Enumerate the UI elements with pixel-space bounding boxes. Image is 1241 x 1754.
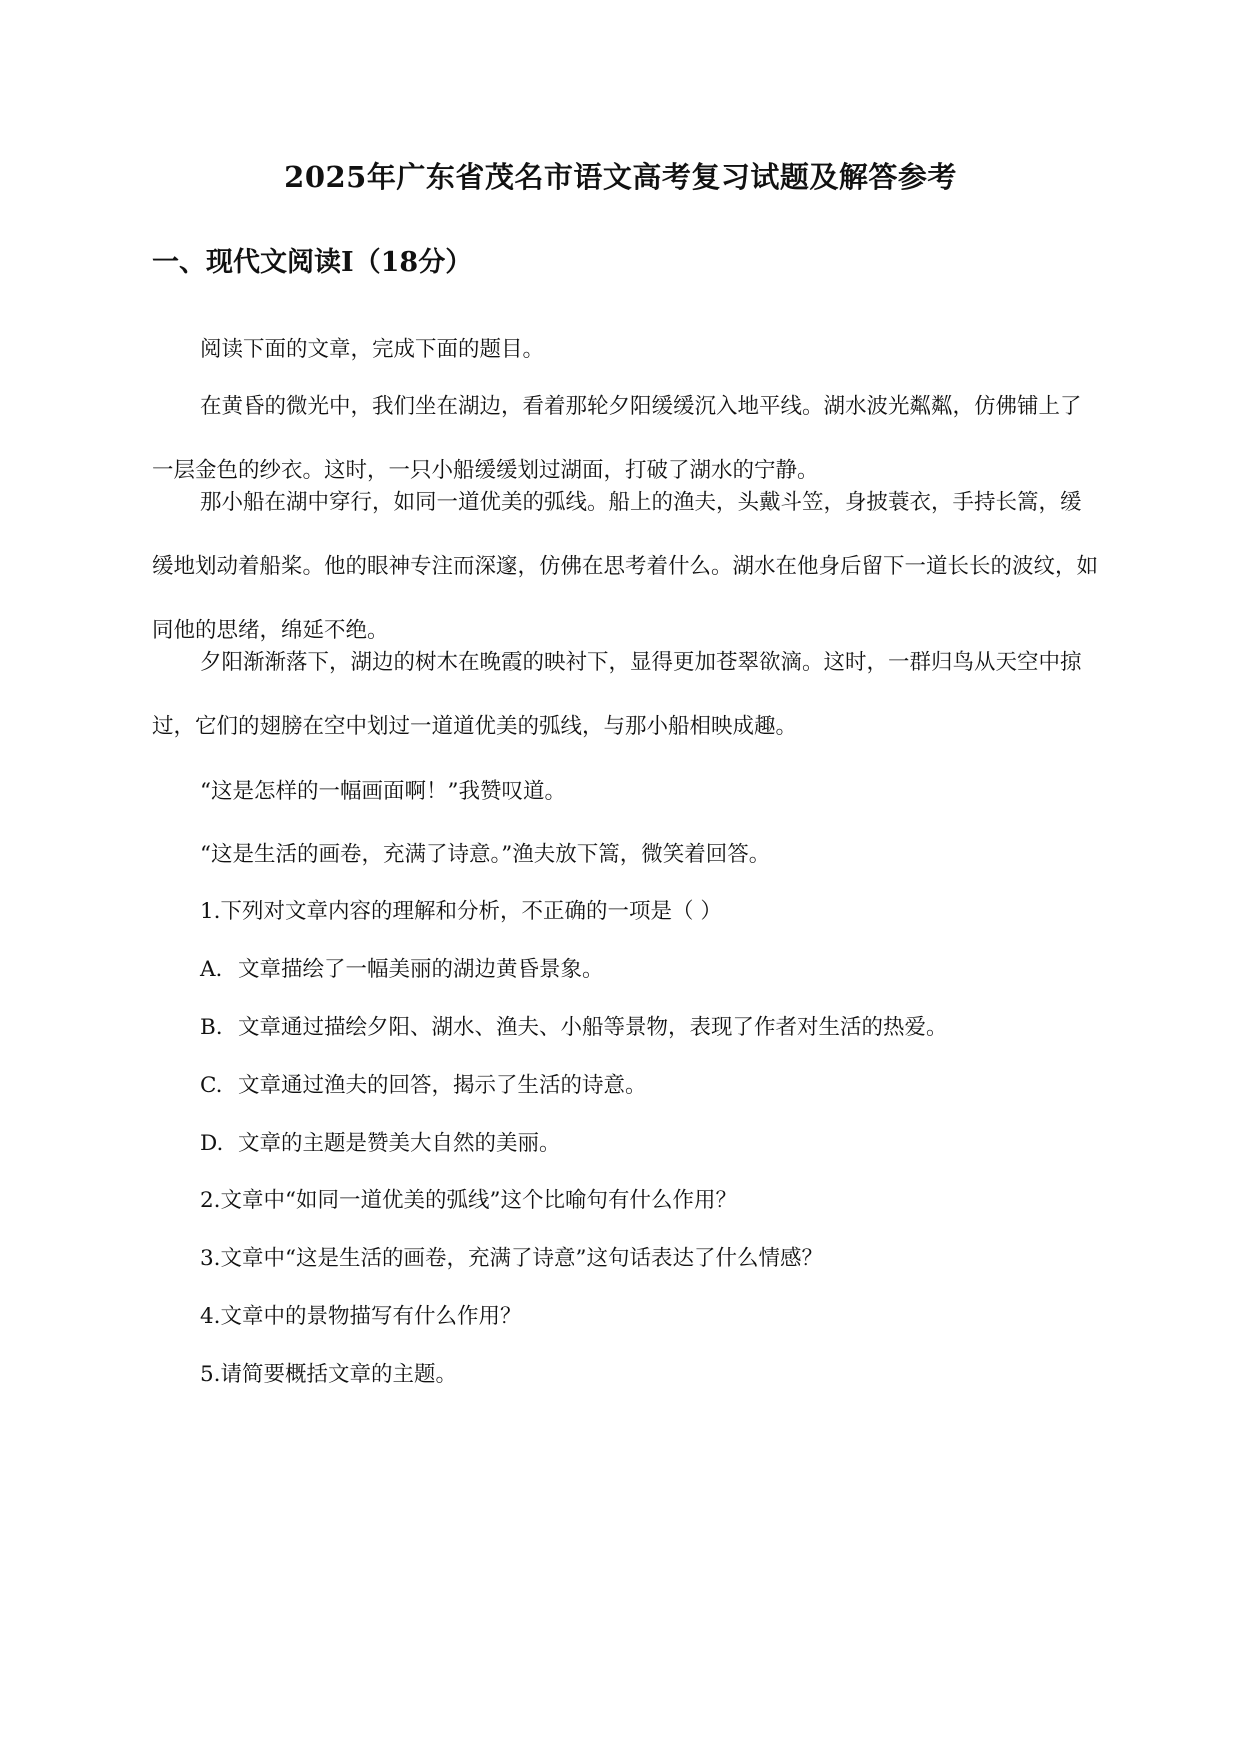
passage-dialogue-1: “这是怎样的一幅画面啊！”我赞叹道。 <box>200 779 566 804</box>
question-2: 2.文章中“如同一道优美的弧线”这个比喻句有什么作用？ <box>200 1188 737 1213</box>
passage-dialogue-2: “这是生活的画卷，充满了诗意。”渔夫放下篙，微笑着回答。 <box>200 842 771 867</box>
option-letter: C. <box>200 1073 223 1098</box>
question-1-stem: 1.下列对文章内容的理解和分析，不正确的一项是（ ） <box>200 899 722 924</box>
passage-paragraph-1: 在黄昏的微光中，我们坐在湖边，看着那轮夕阳缓缓沉入地平线。湖水波光粼粼，仿佛铺上了一层金色的纱衣。这时，一只小船缓缓划过湖面，打破了湖水的宁静。 <box>152 394 1082 483</box>
question-4: 4.文章中的景物描写有什么作用？ <box>200 1304 522 1329</box>
option-letter: B. <box>200 1015 223 1040</box>
question-1-option-d <box>200 1126 561 1157</box>
option-letter: A. <box>200 957 223 982</box>
option-text: 文章通过描绘夕阳、湖水、渔夫、小船等景物，表现了作者对生活的热爱。 <box>238 1015 948 1040</box>
option-text: 文章通过渔夫的回答，揭示了生活的诗意。 <box>238 1073 647 1098</box>
question-5: 5.请简要概括文章的主题。 <box>200 1362 458 1387</box>
question-1-option-b <box>200 1010 948 1041</box>
question-1-option-a <box>200 952 604 983</box>
passage-paragraph-3: 夕阳渐渐落下，湖边的树木在晚霞的映衬下，显得更加苍翠欲滴。这时，一群归鸟从天空中掠过，它们的翅膀在空中划过一道道优美的弧线，与那小船相映成趣。 <box>152 650 1082 739</box>
option-letter: D. <box>200 1131 224 1156</box>
option-text: 文章的主题是赞美大自然的美丽。 <box>238 1131 561 1156</box>
passage-paragraph-2: 那小船在湖中穿行，如同一道优美的弧线。船上的渔夫，头戴斗笠，身披蓑衣，手持长篙，缓缓地划动着船桨。他的眼神专注而深邃，仿佛在思考着什么。湖水在他身后留下一道长长的波纹，如同他的思绪，绵延不绝。 <box>152 490 1099 643</box>
question-3: 3.文章中“这是生活的画卷，充满了诗意”这句话表达了什么情感？ <box>200 1246 823 1271</box>
section-heading: 一、现代文阅读Ⅰ（18分） <box>152 247 473 278</box>
document-title: 2025年广东省茂名市语文高考复习试题及解答参考 <box>284 160 957 194</box>
question-1-option-c <box>200 1068 647 1099</box>
reading-instruction: 阅读下面的文章，完成下面的题目。 <box>200 337 545 362</box>
option-text: 文章描绘了一幅美丽的湖边黄昏景象。 <box>238 957 604 982</box>
